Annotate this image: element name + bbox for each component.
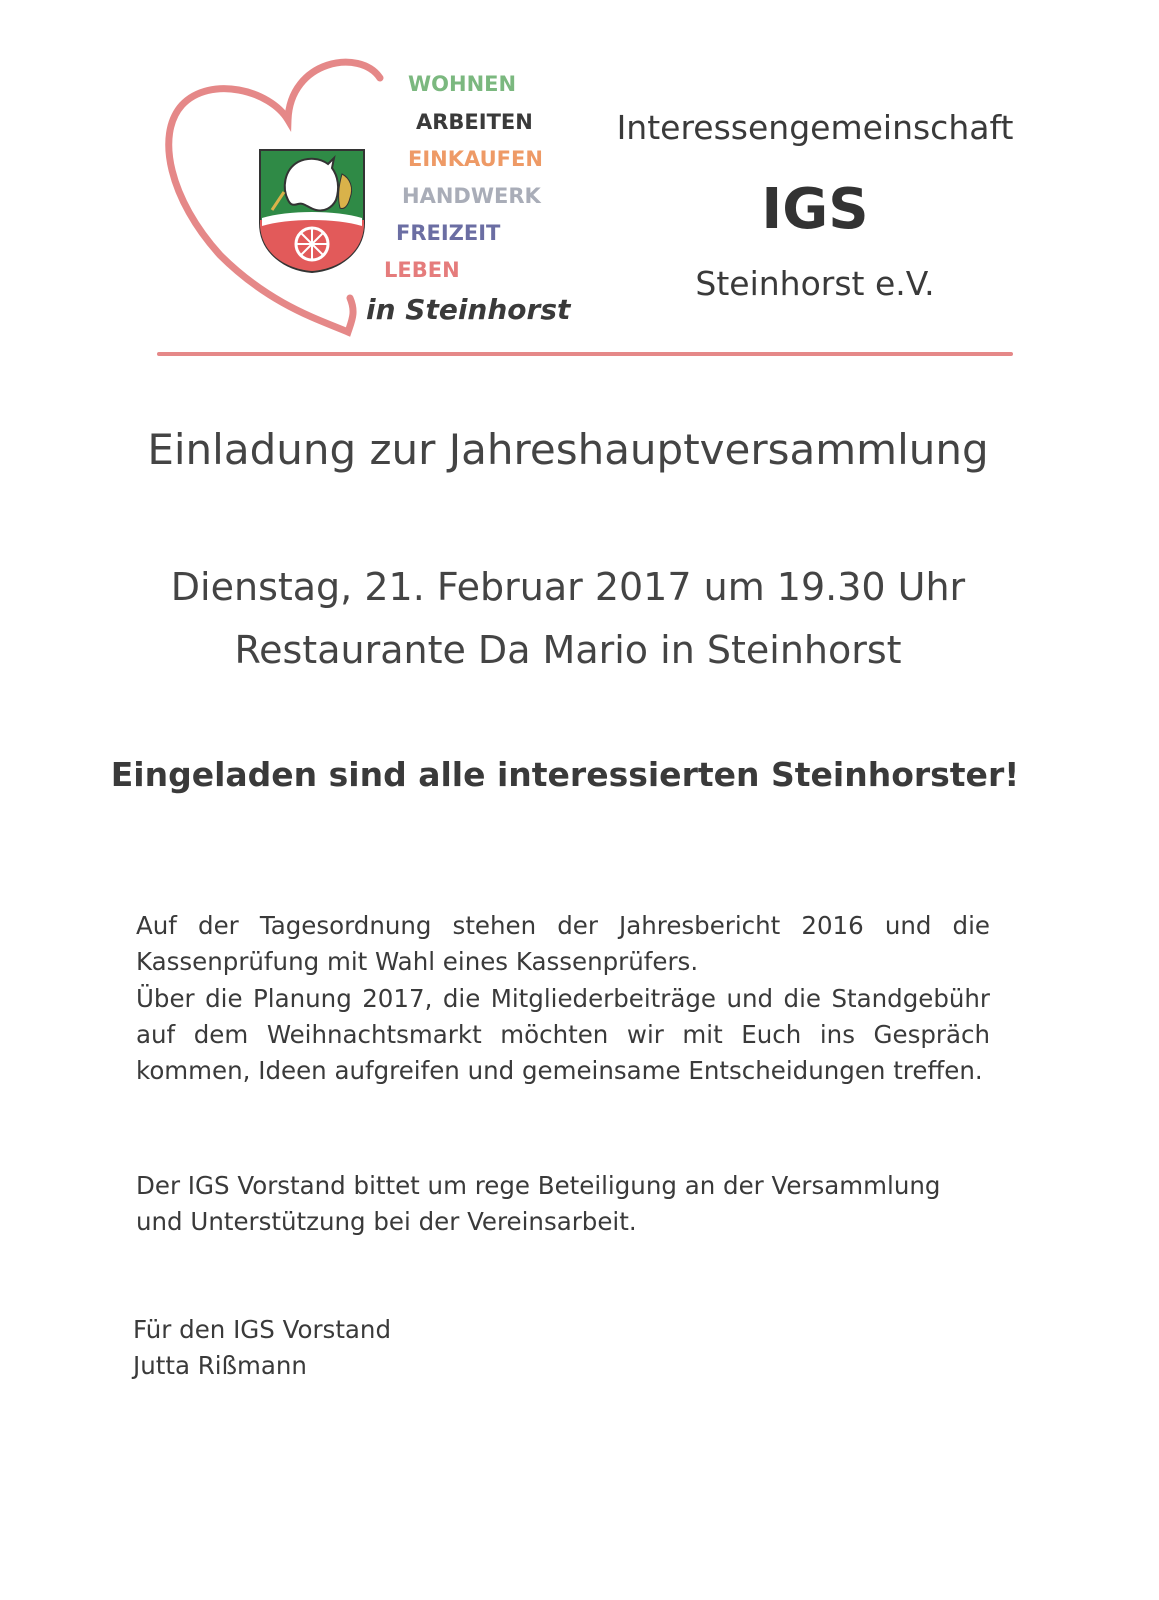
slogan-item-freizeit: FREIZEIT	[396, 221, 501, 245]
slogan-suffix: in Steinhorst	[366, 293, 571, 326]
signature-line-board: Für den IGS Vorstand	[133, 1315, 392, 1344]
signature-block	[133, 1312, 391, 1384]
steinhorst-coat-of-arms-horse-icon	[258, 148, 366, 274]
participation-paragraph: Der IGS Vorstand bittet um rege Beteiligung an der Versammlung und Unterstützung bei der Vereinsarbeit.	[136, 1171, 941, 1236]
agenda-paragraph: Auf der Tagesordnung stehen der Jahresbericht 2016 und die Kassenprüfung mit Wahl eines Kassenprüfers.	[136, 911, 990, 976]
slogan-item-wohnen: WOHNEN	[408, 72, 517, 96]
invitation-headline: Eingeladen sind alle interessierten Steinhorster!	[110, 755, 1020, 794]
organization-name	[600, 108, 1030, 303]
slogan-item-handwerk: HANDWERK	[402, 184, 541, 208]
slogan-item-einkaufen: EINKAUFEN	[408, 147, 543, 171]
meeting-venue: Restaurante Da Mario in Steinhorst	[234, 628, 902, 672]
slogan-item-arbeiten: ARBEITEN	[416, 110, 533, 134]
meeting-date: Dienstag, 21. Februar 2017 um 19.30 Uhr	[170, 565, 966, 609]
organization-type: Interessengemeinschaft	[616, 108, 1014, 147]
signature-line-name: Jutta Rißmann	[133, 1351, 307, 1380]
header-divider	[157, 352, 1013, 356]
document-title: Einladung zur Jahreshauptversammlung	[147, 425, 989, 474]
slogan-item-leben: LEBEN	[384, 258, 460, 282]
igs-logo	[160, 50, 571, 340]
planning-paragraph: Über die Planung 2017, die Mitgliederbeiträge und die Standgebühr auf dem Weihnachtsmarkt möchten wir mit Euch ins Gespräch kommen, Ideen aufgreifen und gemeinsame Entscheidungen treffen.	[136, 984, 990, 1085]
organization-location: Steinhorst e.V.	[695, 264, 935, 303]
organization-abbreviation: IGS	[761, 177, 869, 242]
